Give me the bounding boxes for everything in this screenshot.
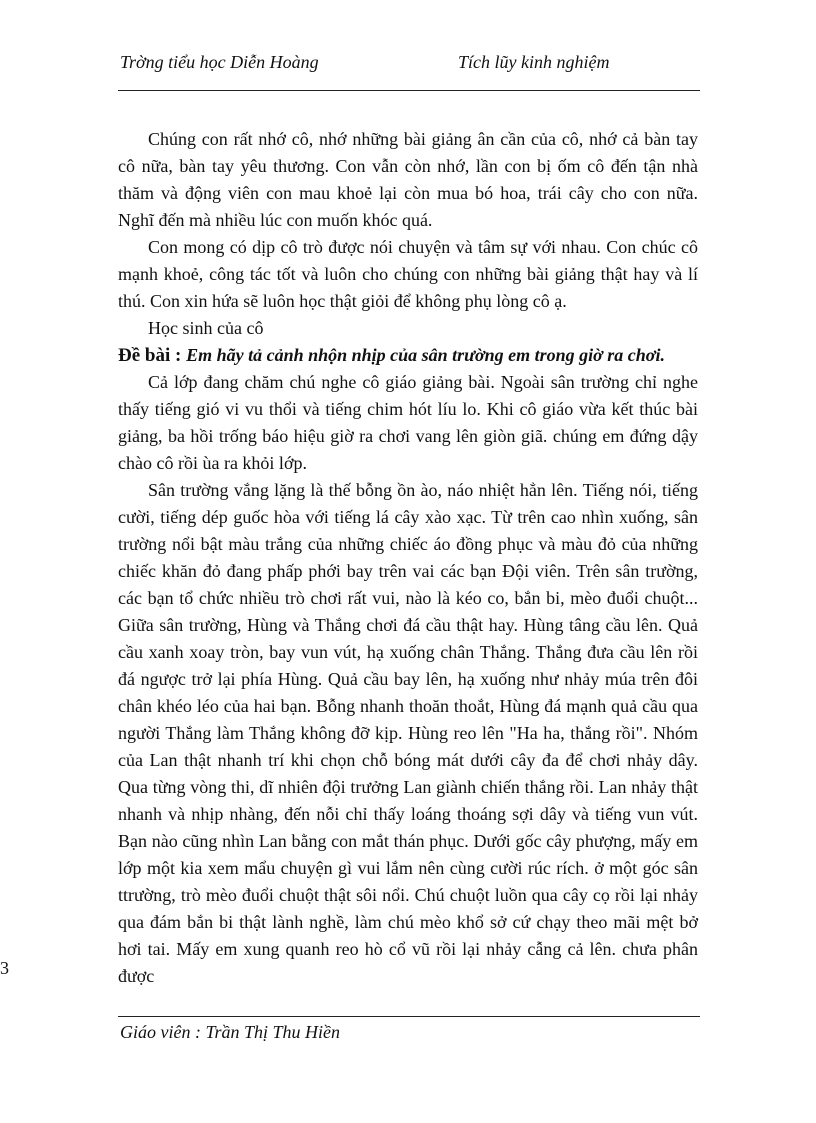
prompt-text: Em hãy tả cảnh nhộn nhịp của sân trường em trong giờ ra chơi. [186, 345, 665, 365]
teacher-name: Giáo viên : Trần Thị Thu Hiền [120, 1022, 341, 1042]
page-footer [120, 1022, 340, 1043]
page-number: 3 [0, 958, 9, 978]
footer-divider [118, 1016, 700, 1017]
essay-paragraph-1: Cả lớp đang chăm chú nghe cô giáo giảng bài. Ngoài sân trường chỉ nghe thấy tiếng gió vi vu thổi và tiếng chim hót líu lo. Khi cô giáo vừa kết thúc bài giảng, ba hồi trống báo hiệu giờ ra chơi vang lên giòn giã. chúng em đứng dậy chào cô rồi ùa ra khỏi lớp. [118, 372, 698, 473]
document-body [118, 126, 698, 990]
document-subject: Tích lũy kinh nghiệm [458, 52, 610, 72]
letter-paragraph-2: Con mong có dịp cô trò được nói chuyện và tâm sự với nhau. Con chúc cô mạnh khoẻ, công tác tốt và luôn cho chúng con những bài giảng thật hay và lí thú. Con xin hứa sẽ luôn học thật giỏi để không phụ lòng cô ạ. [118, 237, 698, 311]
school-name: Trờng tiểu học Diễn Hoàng [120, 52, 319, 72]
page-header [118, 52, 698, 78]
letter-paragraph-1: Chúng con rất nhớ cô, nhớ những bài giảng ân cần của cô, nhớ cả bàn tay cô nữa, bàn tay yêu thương. Con vẫn còn nhớ, lần con bị ốm cô đến tận nhà thăm và động viên con mau khoẻ lại còn mua bó hoa, trái cây cho con nữa. Nghĩ đến mà nhiều lúc con muốn khóc quá. [118, 129, 698, 230]
essay-paragraph-2: Sân trường vắng lặng là thế bỗng ồn ào, náo nhiệt hẳn lên. Tiếng nói, tiếng cười, tiếng dép guốc hòa với tiếng lá cây xào xạc. Từ trên cao nhìn xuống, sân trường nổi bật màu trắng của những chiếc áo đồng phục và màu đỏ của những chiếc khăn đỏ đang phấp phới bay trên vai các bạn Đội viên. Trên sân trường, các bạn tổ chức nhiều trò chơi rất vui, nào là kéo co, bắn bi, mèo đuổi chuột... Giữa sân trường, Hùng và Thắng chơi đá cầu thật hay. Hùng tâng cầu lên. Quả cầu xanh xoay tròn, bay vun vút, hạ xuống chân Thắng. Thắng đưa cầu lên rồi đá ngược trở lại phía Hùng. Quả cầu bay lên, hạ xuống như nhảy múa trên đôi chân khéo léo của hai bạn. Bỗng nhanh thoăn thoắt, Hùng đá mạnh quả cầu qua người Thắng làm Thắng không đỡ kịp. Hùng reo lên "Ha ha, thắng rồi". Nhóm của Lan thật nhanh trí khi chọn chỗ bóng mát dưới cây đa để chơi nhảy dây. Qua từng vòng thi, dĩ nhiên đội trưởng Lan giành chiến thắng rồi. Lan nhảy thật nhanh và nhịp nhàng, đến nỗi chỉ thấy loáng thoáng sợi dây và tiếng vun vút. Bạn nào cũng nhìn Lan bằng con mắt thán phục. Dưới gốc cây phượng, mấy em lớp một kia xem mẩu chuyện gì vui lắm nên cùng cười rúc rích. ở một góc sân ttrường, trò mèo đuổi chuột thật sôi nổi. Chú chuột luồn qua cây cọ rồi lại nhảy qua đám bắn bi thật lành nghề, làm chú mèo khổ sở cứ chạy theo mãi mệt bở hơi tai. Mấy em xung quanh reo hò cổ vũ rồi lại nhảy cẫng cả lên. chưa phân được [118, 480, 698, 986]
essay-prompt: Đề bài : Em hãy tả cảnh nhộn nhịp của sân trường em trong giờ ra chơi. [118, 345, 665, 366]
prompt-label: Đề bài [118, 345, 171, 366]
letter-signature: Học sinh của cô [148, 318, 264, 338]
header-divider [118, 90, 700, 91]
